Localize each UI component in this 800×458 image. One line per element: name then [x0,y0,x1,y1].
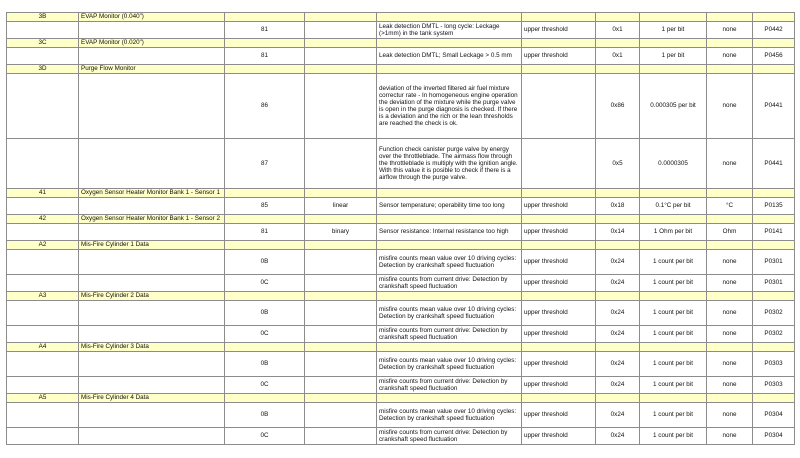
test-title-cell: Purge Flow Monitor [79,65,225,74]
description-cell: Sensor temperature; operability time too long [377,198,522,215]
empty-cell [640,394,707,403]
test-id-cell: 42 [7,215,79,224]
dtc-code-cell: P0302 [753,301,795,326]
empty-cell [640,189,707,198]
description-cell: Function check canister purge valve by energy over the throttleblade. The airmass flow through the throttleblade is multiply with the ignition angle. With this value it is posible to check if there is a airflow through the purge valve. [377,139,522,189]
component-id-cell: 0B [225,250,305,275]
test-id-cell: 3B [7,13,79,22]
empty-cell [225,292,305,301]
test-group-header-row [7,39,795,48]
unit-cell: none [707,326,753,343]
empty-cell [707,65,753,74]
dtc-code-cell: P0304 [753,403,795,428]
unit-cell: none [707,377,753,394]
dtc-code-cell: P0304 [753,428,795,445]
uas-id-cell: 0x24 [596,301,640,326]
empty-cell [225,394,305,403]
empty-cell [79,224,225,241]
empty-cell [225,13,305,22]
empty-cell [7,403,79,428]
component-id-cell: 0C [225,326,305,343]
limit-type-cell: upper threshold [522,224,596,241]
scaling-cell: 0.000305 per bit [640,74,707,139]
test-title-cell: Mis-Fire Cylinder 3 Data [79,343,225,352]
table-row [7,403,795,428]
signal-kind-cell [305,74,377,139]
dtc-code-cell: P0135 [753,198,795,215]
signal-kind-cell [305,352,377,377]
empty-cell [377,189,522,198]
dtc-code-cell: P0301 [753,275,795,292]
empty-cell [753,343,795,352]
empty-cell [79,352,225,377]
empty-cell [377,343,522,352]
signal-kind-cell [305,139,377,189]
signal-kind-cell [305,275,377,292]
description-cell: Leak detection DMTL; Small Leckage > 0.5 mm [377,48,522,65]
empty-cell [522,394,596,403]
limit-type-cell: upper threshold [522,377,596,394]
test-group-header-row [7,241,795,250]
empty-cell [79,74,225,139]
unit-cell: none [707,74,753,139]
unit-cell: none [707,48,753,65]
empty-cell [7,198,79,215]
empty-cell [225,65,305,74]
component-id-cell: 85 [225,198,305,215]
table-row [7,250,795,275]
limit-type-cell: upper threshold [522,428,596,445]
table-body [7,13,795,445]
test-id-cell: A5 [7,394,79,403]
empty-cell [522,189,596,198]
empty-cell [707,215,753,224]
component-id-cell: 86 [225,74,305,139]
uas-id-cell: 0x18 [596,198,640,215]
table-row [7,275,795,292]
limit-type-cell: upper threshold [522,352,596,377]
empty-cell [753,39,795,48]
uas-id-cell: 0x24 [596,377,640,394]
uas-id-cell: 0x5 [596,139,640,189]
limit-type-cell [522,139,596,189]
empty-cell [7,22,79,39]
test-title-cell: EVAP Monitor (0.020") [79,39,225,48]
empty-cell [225,189,305,198]
empty-cell [305,292,377,301]
component-id-cell: 87 [225,139,305,189]
signal-kind-cell [305,48,377,65]
dtc-code-cell: P0442 [753,22,795,39]
unit-cell: none [707,301,753,326]
empty-cell [753,65,795,74]
description-cell: misfire counts from current drive: Detection by crankshaft speed fluctuation [377,275,522,292]
scaling-cell: 1 count per bit [640,403,707,428]
test-id-cell: 3C [7,39,79,48]
empty-cell [640,215,707,224]
empty-cell [79,403,225,428]
empty-cell [753,394,795,403]
empty-cell [7,428,79,445]
empty-cell [596,189,640,198]
unit-cell: none [707,352,753,377]
signal-kind-cell [305,403,377,428]
test-title-cell: Mis-Fire Cylinder 1 Data [79,241,225,250]
scaling-cell: 1 count per bit [640,428,707,445]
description-cell: misfire counts from current drive: Detection by crankshaft speed fluctuation [377,428,522,445]
signal-kind-cell [305,301,377,326]
test-id-cell: 41 [7,189,79,198]
empty-cell [596,215,640,224]
unit-cell: none [707,428,753,445]
empty-cell [753,241,795,250]
description-cell: Sensor resistance: Internal resistance too high [377,224,522,241]
table-row [7,48,795,65]
empty-cell [7,48,79,65]
unit-cell: none [707,250,753,275]
scaling-cell: 1 count per bit [640,377,707,394]
empty-cell [596,394,640,403]
dtc-code-cell: P0302 [753,326,795,343]
empty-cell [753,215,795,224]
limit-type-cell: upper threshold [522,198,596,215]
test-title-cell: EVAP Monitor (0.040") [79,13,225,22]
empty-cell [305,65,377,74]
test-id-cell: A3 [7,292,79,301]
empty-cell [596,241,640,250]
empty-cell [707,292,753,301]
empty-cell [79,250,225,275]
uas-id-cell: 0x24 [596,428,640,445]
empty-cell [522,13,596,22]
empty-cell [377,215,522,224]
empty-cell [522,241,596,250]
empty-cell [225,215,305,224]
empty-cell [753,13,795,22]
empty-cell [79,48,225,65]
description-cell: misfire counts mean value over 10 driving cycles: Detection by crankshaft speed fluctuation [377,403,522,428]
test-id-cell: 3D [7,65,79,74]
empty-cell [522,292,596,301]
limit-type-cell: upper threshold [522,275,596,292]
scaling-cell: 1 Ohm per bit [640,224,707,241]
empty-cell [707,241,753,250]
empty-cell [707,13,753,22]
signal-kind-cell [305,22,377,39]
dtc-code-cell: P0303 [753,377,795,394]
empty-cell [596,13,640,22]
empty-cell [596,343,640,352]
empty-cell [225,39,305,48]
component-id-cell: 0B [225,301,305,326]
uas-id-cell: 0x86 [596,74,640,139]
dtc-code-cell: P0301 [753,250,795,275]
empty-cell [225,343,305,352]
limit-type-cell [522,74,596,139]
empty-cell [79,301,225,326]
empty-cell [305,39,377,48]
empty-cell [305,13,377,22]
empty-cell [640,241,707,250]
description-cell: misfire counts mean value over 10 driving cycles: Detection by crankshaft speed fluctuation [377,301,522,326]
unit-cell: none [707,275,753,292]
empty-cell [753,292,795,301]
uas-id-cell: 0x24 [596,250,640,275]
limit-type-cell: upper threshold [522,403,596,428]
description-cell: misfire counts mean value over 10 driving cycles: Detection by crankshaft speed fluctuation [377,352,522,377]
limit-type-cell: upper threshold [522,250,596,275]
empty-cell [377,292,522,301]
dtc-code-cell: P0441 [753,74,795,139]
description-cell: Leak detection DMTL - long cycle: Leckage (>1mm) in the tank system [377,22,522,39]
uas-id-cell: 0x24 [596,275,640,292]
empty-cell [640,292,707,301]
empty-cell [79,428,225,445]
component-id-cell: 0C [225,377,305,394]
signal-kind-cell [305,250,377,275]
unit-cell: °C [707,198,753,215]
limit-type-cell: upper threshold [522,326,596,343]
test-group-header-row [7,343,795,352]
dtc-code-cell: P0441 [753,139,795,189]
uas-id-cell: 0x1 [596,22,640,39]
scaling-cell: 1 count per bit [640,301,707,326]
table-row [7,352,795,377]
empty-cell [7,139,79,189]
scaling-cell: 1 count per bit [640,275,707,292]
empty-cell [79,377,225,394]
component-id-cell: 0B [225,403,305,428]
uas-id-cell: 0x24 [596,403,640,428]
component-id-cell: 0C [225,275,305,292]
test-id-cell: A4 [7,343,79,352]
limit-type-cell: upper threshold [522,301,596,326]
scaling-cell: 1 count per bit [640,326,707,343]
scaling-cell: 1 count per bit [640,352,707,377]
description-cell: misfire counts mean value over 10 driving cycles: Detection by crankshaft speed fluctuation [377,250,522,275]
test-title-cell: Oxygen Sensor Heater Monitor Bank 1 - Sensor 1 [79,189,225,198]
empty-cell [596,292,640,301]
dtc-code-cell: P0141 [753,224,795,241]
table-row [7,301,795,326]
test-group-header-row [7,292,795,301]
empty-cell [377,13,522,22]
unit-cell: Ohm [707,224,753,241]
empty-cell [522,215,596,224]
dtc-code-cell: P0303 [753,352,795,377]
empty-cell [79,275,225,292]
empty-cell [79,22,225,39]
empty-cell [305,189,377,198]
test-id-cell: A2 [7,241,79,250]
table-row [7,74,795,139]
scaling-cell: 1 per bit [640,22,707,39]
empty-cell [305,343,377,352]
empty-cell [640,39,707,48]
uas-id-cell: 0x1 [596,48,640,65]
empty-cell [79,198,225,215]
table-row [7,377,795,394]
empty-cell [707,39,753,48]
scaling-cell: 0.1°C per bit [640,198,707,215]
signal-kind-cell [305,377,377,394]
empty-cell [522,65,596,74]
empty-cell [522,39,596,48]
empty-cell [640,343,707,352]
table-row [7,326,795,343]
empty-cell [7,326,79,343]
uas-id-cell: 0x24 [596,326,640,343]
test-title-cell: Mis-Fire Cylinder 2 Data [79,292,225,301]
test-title-cell: Mis-Fire Cylinder 4 Data [79,394,225,403]
empty-cell [377,65,522,74]
empty-cell [7,224,79,241]
uas-id-cell: 0x14 [596,224,640,241]
test-title-cell: Oxygen Sensor Heater Monitor Bank 1 - Sensor 2 [79,215,225,224]
empty-cell [305,215,377,224]
empty-cell [79,139,225,189]
scaling-cell: 1 per bit [640,48,707,65]
signal-kind-cell [305,326,377,343]
empty-cell [7,377,79,394]
component-id-cell: 81 [225,48,305,65]
scaling-cell: 0.0000305 [640,139,707,189]
signal-kind-cell: binary [305,224,377,241]
table-row [7,198,795,215]
empty-cell [377,394,522,403]
dtc-code-cell: P0456 [753,48,795,65]
scaling-cell: 1 count per bit [640,250,707,275]
description-cell: deviation of the inverted filtered air fuel mixture correctur rate - In homogeneous engine operation the deviation of the mixture while the purge valve is open in the purge diagnosis is checked. If there is a deviation and the rich or the lean thresholds are reached the check is ok. [377,74,522,139]
component-id-cell: 81 [225,224,305,241]
empty-cell [596,39,640,48]
table-row [7,22,795,39]
empty-cell [707,394,753,403]
test-group-header-row [7,394,795,403]
empty-cell [7,275,79,292]
test-group-header-row [7,13,795,22]
uas-id-cell: 0x24 [596,352,640,377]
empty-cell [377,39,522,48]
empty-cell [7,74,79,139]
empty-cell [596,65,640,74]
empty-cell [522,343,596,352]
table-row [7,428,795,445]
empty-cell [377,241,522,250]
limit-type-cell: upper threshold [522,48,596,65]
empty-cell [7,250,79,275]
component-id-cell: 81 [225,22,305,39]
description-cell: misfire counts from current drive: Detection by crankshaft speed fluctuation [377,326,522,343]
unit-cell: none [707,139,753,189]
monitor-data-table [6,12,795,445]
empty-cell [305,394,377,403]
empty-cell [753,189,795,198]
test-group-header-row [7,189,795,198]
empty-cell [225,241,305,250]
signal-kind-cell: linear [305,198,377,215]
unit-cell: none [707,22,753,39]
limit-type-cell: upper threshold [522,22,596,39]
table-row [7,224,795,241]
test-group-header-row [7,215,795,224]
component-id-cell: 0C [225,428,305,445]
empty-cell [305,241,377,250]
signal-kind-cell [305,428,377,445]
empty-cell [79,326,225,343]
empty-cell [707,189,753,198]
empty-cell [7,301,79,326]
empty-cell [707,343,753,352]
empty-cell [640,65,707,74]
description-cell: misfire counts from current drive: Detection by crankshaft speed fluctuation [377,377,522,394]
component-id-cell: 0B [225,352,305,377]
table-row [7,139,795,189]
test-group-header-row [7,65,795,74]
empty-cell [640,13,707,22]
empty-cell [7,352,79,377]
unit-cell: none [707,403,753,428]
